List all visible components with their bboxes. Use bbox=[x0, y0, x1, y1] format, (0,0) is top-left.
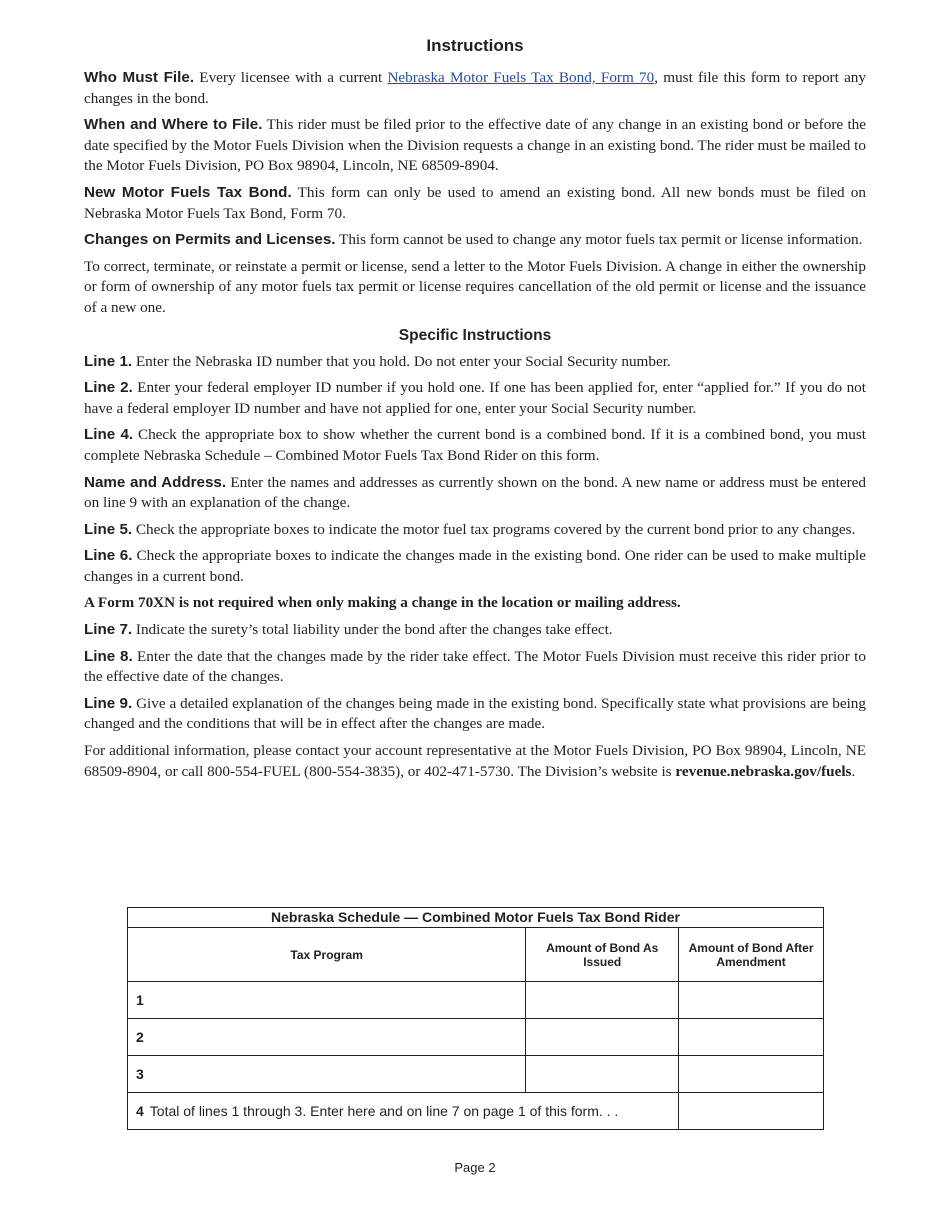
name-address-lead: Name and Address. bbox=[84, 473, 227, 491]
line8-lead: Line 8. bbox=[84, 647, 133, 665]
line7-lead: Line 7. bbox=[84, 621, 133, 639]
total-value-field[interactable] bbox=[679, 1093, 824, 1130]
line4-text: Check the appropriate box to show whether the current bond is a combined bond. If it is a combined bond, you must complete Nebraska Schedule – Combined Motor Fuels Tax Bond Rider on this form. bbox=[84, 426, 866, 464]
who-must-file-text-before: Every licensee with a current bbox=[194, 69, 388, 86]
schedule-row bbox=[128, 1056, 824, 1093]
changes-permits-paragraph bbox=[84, 230, 866, 251]
row-number: 1 bbox=[136, 992, 144, 1008]
page-number: Page 2 bbox=[454, 1160, 496, 1175]
line1-paragraph bbox=[84, 352, 866, 373]
total-label-cell bbox=[128, 1093, 679, 1130]
new-bond-paragraph bbox=[84, 183, 866, 224]
when-where-text: This rider must be filed prior to the effective date of any change in an existing bond or before the date specified by the Motor Fuels Division when the Division requests a change in an existing bond. The rider must be mailed to the Motor Fuels Division, PO Box 98904, Lincoln, NE 68509-8904. bbox=[84, 116, 866, 175]
row-number: 3 bbox=[136, 1066, 144, 1082]
row-2-after-amendment-field[interactable] bbox=[679, 1019, 824, 1056]
combined-bond-rider-schedule bbox=[127, 907, 824, 1130]
line1-text: Enter the Nebraska ID number that you hold. Do not enter your Social Security number. bbox=[132, 352, 671, 370]
row-2-as-issued-field[interactable] bbox=[526, 1019, 679, 1056]
who-must-file-paragraph bbox=[84, 68, 866, 109]
schedule-total-row bbox=[128, 1093, 824, 1130]
additional-info-end: . bbox=[851, 762, 856, 780]
line6-lead: Line 6. bbox=[84, 547, 133, 565]
form-70-link[interactable]: Nebraska Motor Fuels Tax Bond, Form 70 bbox=[387, 69, 655, 86]
line5-paragraph bbox=[84, 520, 866, 541]
when-where-lead: When and Where to File. bbox=[84, 116, 263, 134]
changes-permits-text: This form cannot be used to change any motor fuels tax permit or license information. bbox=[335, 231, 863, 249]
row-3-as-issued-field[interactable] bbox=[526, 1056, 679, 1093]
row-1-after-amendment-field[interactable] bbox=[679, 982, 824, 1019]
line6-paragraph bbox=[84, 546, 866, 587]
row-3-tax-program[interactable] bbox=[128, 1056, 526, 1093]
additional-info-text: For additional information, please contact your account representative at the Motor Fuels Division, PO Box 98904, Lincoln, NE 68509-8904, or call 800-554-FUEL (800-554-3835), or 402-471-5730. The Division’s website is bbox=[84, 742, 866, 780]
line7-text: Indicate the surety’s total liability under the bond after the changes take effect. bbox=[132, 621, 613, 639]
line7-paragraph bbox=[84, 620, 866, 641]
row-1-tax-program[interactable] bbox=[128, 982, 526, 1019]
schedule-title: Nebraska Schedule — Combined Motor Fuels Tax Bond Rider bbox=[128, 908, 824, 928]
line8-text: Enter the date that the changes made by the rider take effect. The Motor Fuels Division must receive this rider prior to the effective date of the changes. bbox=[84, 647, 866, 686]
line5-text: Check the appropriate boxes to indicate the motor fuel tax programs covered by the current bond prior to any changes. bbox=[132, 520, 856, 538]
line2-lead: Line 2. bbox=[84, 379, 133, 397]
who-must-file-text-after: , must file this form to report any changes in the bond. bbox=[84, 69, 866, 107]
row-number: 2 bbox=[136, 1029, 144, 1045]
specific-instructions-heading: Specific Instructions bbox=[398, 326, 552, 344]
additional-info-paragraph bbox=[84, 741, 866, 782]
line8-paragraph bbox=[84, 647, 866, 688]
col-tax-program: Tax Program bbox=[128, 928, 526, 982]
line4-lead: Line 4. bbox=[84, 426, 134, 444]
correct-terminate-paragraph: To correct, terminate, or reinstate a permit or license, send a letter to the Motor Fuels Division. A change in either the ownership or form of ownership of any motor fuels tax permit or license requires cancellation of the old permit or license and the issuance of a new one. bbox=[84, 257, 866, 316]
line9-text: Give a detailed explanation of the changes being made in the existing bond. Specifically state what provisions are being changed and the conditions that will be in effect after the changes are made. bbox=[84, 694, 866, 733]
name-address-paragraph bbox=[84, 473, 866, 514]
name-address-text: Enter the names and addresses as currently shown on the bond. A new name or address must be entered on line 9 with an explanation of the change. bbox=[84, 473, 867, 512]
changes-permits-lead: Changes on Permits and Licenses. bbox=[84, 231, 336, 249]
form70xn-note: A Form 70XN is not required when only making a change in the location or mailing address. bbox=[84, 594, 681, 612]
line4-paragraph bbox=[84, 425, 866, 466]
new-bond-text: This form can only be used to amend an existing bond. All new bonds must be filed on Nebraska Motor Fuels Tax Bond, Form 70. bbox=[84, 183, 866, 222]
line2-paragraph bbox=[84, 378, 866, 419]
when-where-paragraph bbox=[84, 115, 866, 177]
instructions-heading: Instructions bbox=[426, 36, 524, 55]
col-amount-after-amendment: Amount of Bond After Amendment bbox=[679, 928, 824, 982]
line5-lead: Line 5. bbox=[84, 520, 133, 538]
line6-text: Check the appropriate boxes to indicate the changes made in the existing bond. One rider can be used to make multiple changes in a current bond. bbox=[84, 547, 866, 585]
new-bond-lead: New Motor Fuels Tax Bond. bbox=[84, 183, 292, 201]
who-must-file-lead: Who Must File. bbox=[84, 69, 195, 86]
line2-text: Enter your federal employer ID number if you hold one. If one has been applied for, enter “applied for.” If you do not have a federal employer ID number and have not applied for one, enter your Social Security number. bbox=[84, 379, 866, 417]
instructions-page bbox=[84, 34, 866, 788]
line9-paragraph bbox=[84, 694, 866, 735]
line1-lead: Line 1. bbox=[84, 352, 133, 370]
total-number: 4 bbox=[136, 1103, 144, 1119]
row-1-as-issued-field[interactable] bbox=[526, 982, 679, 1019]
row-3-after-amendment-field[interactable] bbox=[679, 1056, 824, 1093]
row-2-tax-program[interactable] bbox=[128, 1019, 526, 1056]
col-amount-as-issued: Amount of Bond As Issued bbox=[526, 928, 679, 982]
total-label: Total of lines 1 through 3. Enter here and on line 7 on page 1 of this form. . . bbox=[149, 1103, 619, 1119]
schedule-row bbox=[128, 982, 824, 1019]
website-text: revenue.nebraska.gov/fuels bbox=[675, 762, 852, 780]
schedule-row bbox=[128, 1019, 824, 1056]
line9-lead: Line 9. bbox=[84, 694, 133, 712]
